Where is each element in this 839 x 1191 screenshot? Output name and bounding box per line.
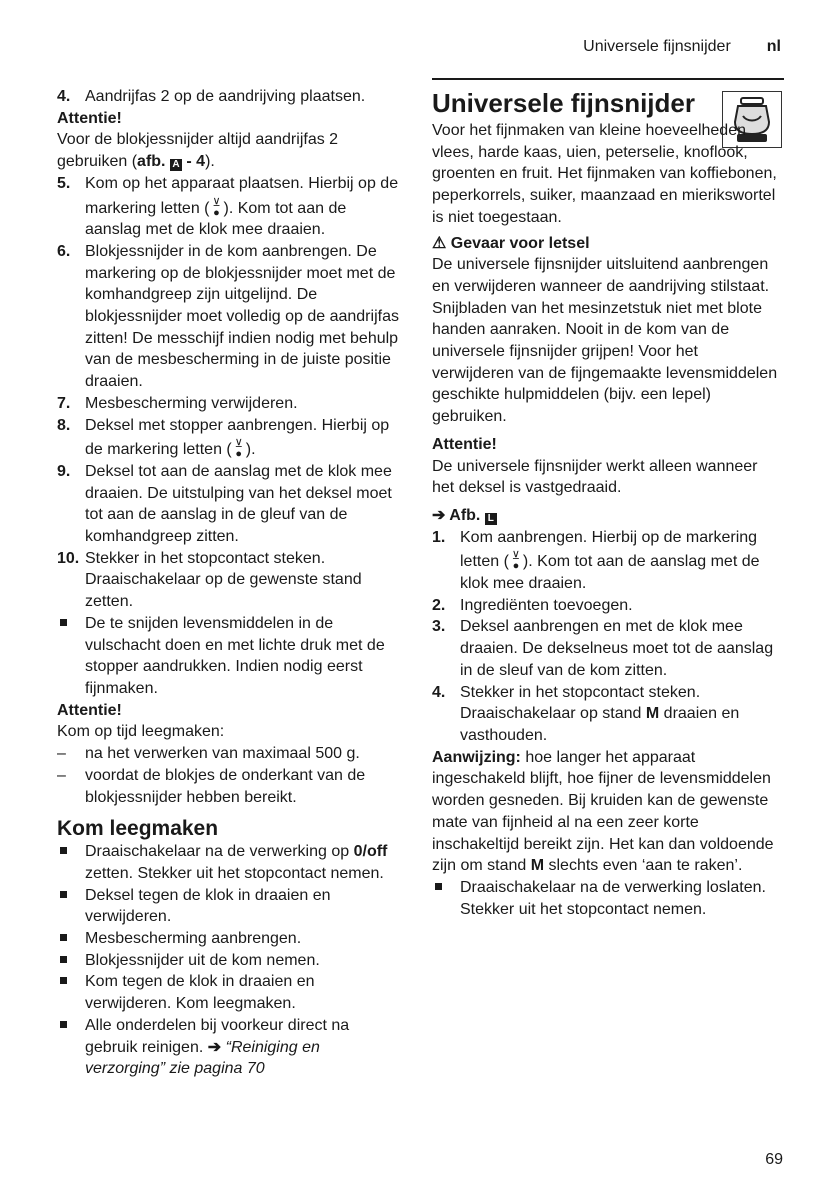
- warning-icon: ⚠: [432, 234, 447, 252]
- warning-heading: ⚠ Gevaar voor letsel: [432, 233, 784, 255]
- step-9: 9. Deksel tot aan de aanslag met de klok mee draaien. De uitstulping van het deksel moet tot aan de aanslag in de gleuf van de komhandgreep zitten.: [57, 462, 392, 546]
- attention-label: Attentie!: [57, 701, 122, 719]
- bullet-icon: [57, 613, 85, 700]
- bullet-icon: [432, 877, 460, 920]
- step-1: 1. Kom aanbrengen. Hierbij op de markering letten ( ⊻ ● ). Kom tot aan de aanslag met de klok mee draaien.: [432, 528, 760, 593]
- section-heading: Kom leegmaken: [57, 817, 219, 841]
- attention-note: Voor de blokjessnijder altijd aandrijfas 2 gebruiken (afb. A - 4).: [57, 131, 339, 171]
- marker-symbol-icon: ⊻ ●: [511, 550, 520, 573]
- attention-note: Kom op tijd leegmaken:: [57, 723, 225, 741]
- page-header: [583, 38, 781, 56]
- list-item: – na het verwerken van maximaal 500 g.: [57, 745, 360, 763]
- list-item: Alle onderdelen bij voorkeur direct na gebruik reinigen. ➔ “Reiniging en verzorging” zie pagina 70: [57, 1015, 402, 1080]
- list-item: De te snijden levensmiddelen in de vulschacht doen en met lichte druk met de stopper aandrukken. Indien nodig eerst fijnmaken.: [57, 613, 402, 700]
- marker-symbol-icon: ⊻ ●: [212, 196, 221, 219]
- step-10: 10. Stekker in het stopcontact steken. Draaischakelaar op de gewenste stand zetten.: [57, 549, 362, 611]
- section-rule: [432, 78, 784, 80]
- language-code: nl: [766, 38, 781, 55]
- header-title: Universele fijnsnijder: [583, 38, 731, 55]
- arrow-right-icon: ➔: [207, 1038, 222, 1056]
- bullet-icon: [57, 950, 85, 972]
- list-item: – voordat de blokjes de onderkant van de blokjessnijder hebben bereikt.: [57, 766, 366, 806]
- hint-text: Aanwijzing: hoe langer het apparaat ingeschakeld blijft, hoe fijner de levensmiddelen worden gesneden. Bij kruiden kan de gewenste mate van fijnheid al na een zeer korte inschakeltijd bereikt zijn. Het kan dan voldoende zijn om stand M slechts even ‘aan te raken’.: [432, 748, 774, 875]
- step-3: 3. Deksel aanbrengen en met de klok mee draaien. De dekselneus moet tot de aanslag in de sleuf van de kom zitten.: [432, 618, 774, 679]
- page-title: Universele fijnsnijder: [432, 88, 695, 118]
- step-5: 5. Kom op het apparaat plaatsen. Hierbij op de markering letten ( ⊻ ● ). Kom tot aan de aanslag met de klok mee draaien.: [57, 174, 399, 239]
- step-8: 8. Deksel met stopper aanbrengen. Hierbij op de markering letten ( ⊻ ● ).: [57, 416, 390, 461]
- bullet-icon: [57, 928, 85, 950]
- list-item: Deksel tegen de klok in draaien en verwijderen.: [57, 885, 402, 928]
- right-column: [432, 86, 784, 920]
- step-2: 2. Ingrediënten toevoegen.: [432, 596, 633, 614]
- marker-symbol-icon: ⊻ ●: [234, 438, 243, 461]
- step-4: 4. Stekker in het stopcontact steken. Draaischakelaar op stand M draaien en vasthouden.: [432, 683, 740, 744]
- step-6: 6. Blokjessnijder in de kom aanbrengen. De markering op de blokjessnijder moet met de komhandgreep zijn uitgelijnd. De blokjessnijder moet volledig op de aandrijfas zitten! De messchijf indien nodig met behulp van de mesbescherming in de juiste positie draaien.: [57, 242, 399, 391]
- bullet-icon: [57, 841, 85, 884]
- figure-badge-icon: A: [170, 159, 182, 171]
- intro-text: Voor het fijnmaken van kleine hoeveelheden vlees, harde kaas, uien, peterselie, knoflook, groenten en fruit. Het fijnmaken van koffiebonen, peperkorrels, suiker, maanzaad en mierikswortel is niet toegestaan.: [432, 122, 777, 226]
- list-item: Kom tegen de klok in draaien en verwijderen. Kom leegmaken.: [57, 971, 402, 1014]
- figure-reference: ➔ Afb. L: [432, 505, 784, 527]
- step-4: 4. Aandrijfas 2 op de aandrijving plaatsen.: [57, 88, 366, 105]
- page-number: 69: [765, 1151, 783, 1168]
- list-item: Mesbescherming aanbrengen.: [57, 928, 402, 950]
- bullet-icon: [57, 1015, 85, 1080]
- bullet-icon: [57, 885, 85, 928]
- attention-label: Attentie!: [57, 109, 122, 127]
- step-7: 7. Mesbescherming verwijderen.: [57, 394, 298, 412]
- left-column: [57, 86, 402, 1080]
- warning-text: De universele fijnsnijder uitsluitend aanbrengen en verwijderen wanneer de aandrijving stilstaat. Snijbladen van het mesinzetstuk niet met blote handen aanraken. Nooit in de kom van de universele fijnsnijder grijpen! Voor het verwijderen van de fijngemaakte levensmiddelen geschikte hulpmiddelen (bijv. een lepel) gebruiken.: [432, 256, 778, 426]
- attention-note: De universele fijnsnijder werkt alleen wanneer het deksel is vastgedraaid.: [432, 457, 758, 497]
- list-item: Draaischakelaar na de verwerking loslaten. Stekker uit het stopcontact nemen.: [432, 877, 784, 920]
- bullet-icon: [57, 971, 85, 1014]
- cross-reference-link[interactable]: “Reiniging en verzorging” zie pagina 70: [85, 1038, 320, 1078]
- figure-badge-icon: L: [485, 513, 497, 525]
- list-item: Draaischakelaar na de verwerking op 0/off zetten. Stekker uit het stopcontact nemen.: [57, 841, 402, 884]
- arrow-right-icon: ➔: [432, 506, 446, 524]
- attention-label: Attentie!: [432, 435, 497, 453]
- list-item: Blokjessnijder uit de kom nemen.: [57, 950, 402, 972]
